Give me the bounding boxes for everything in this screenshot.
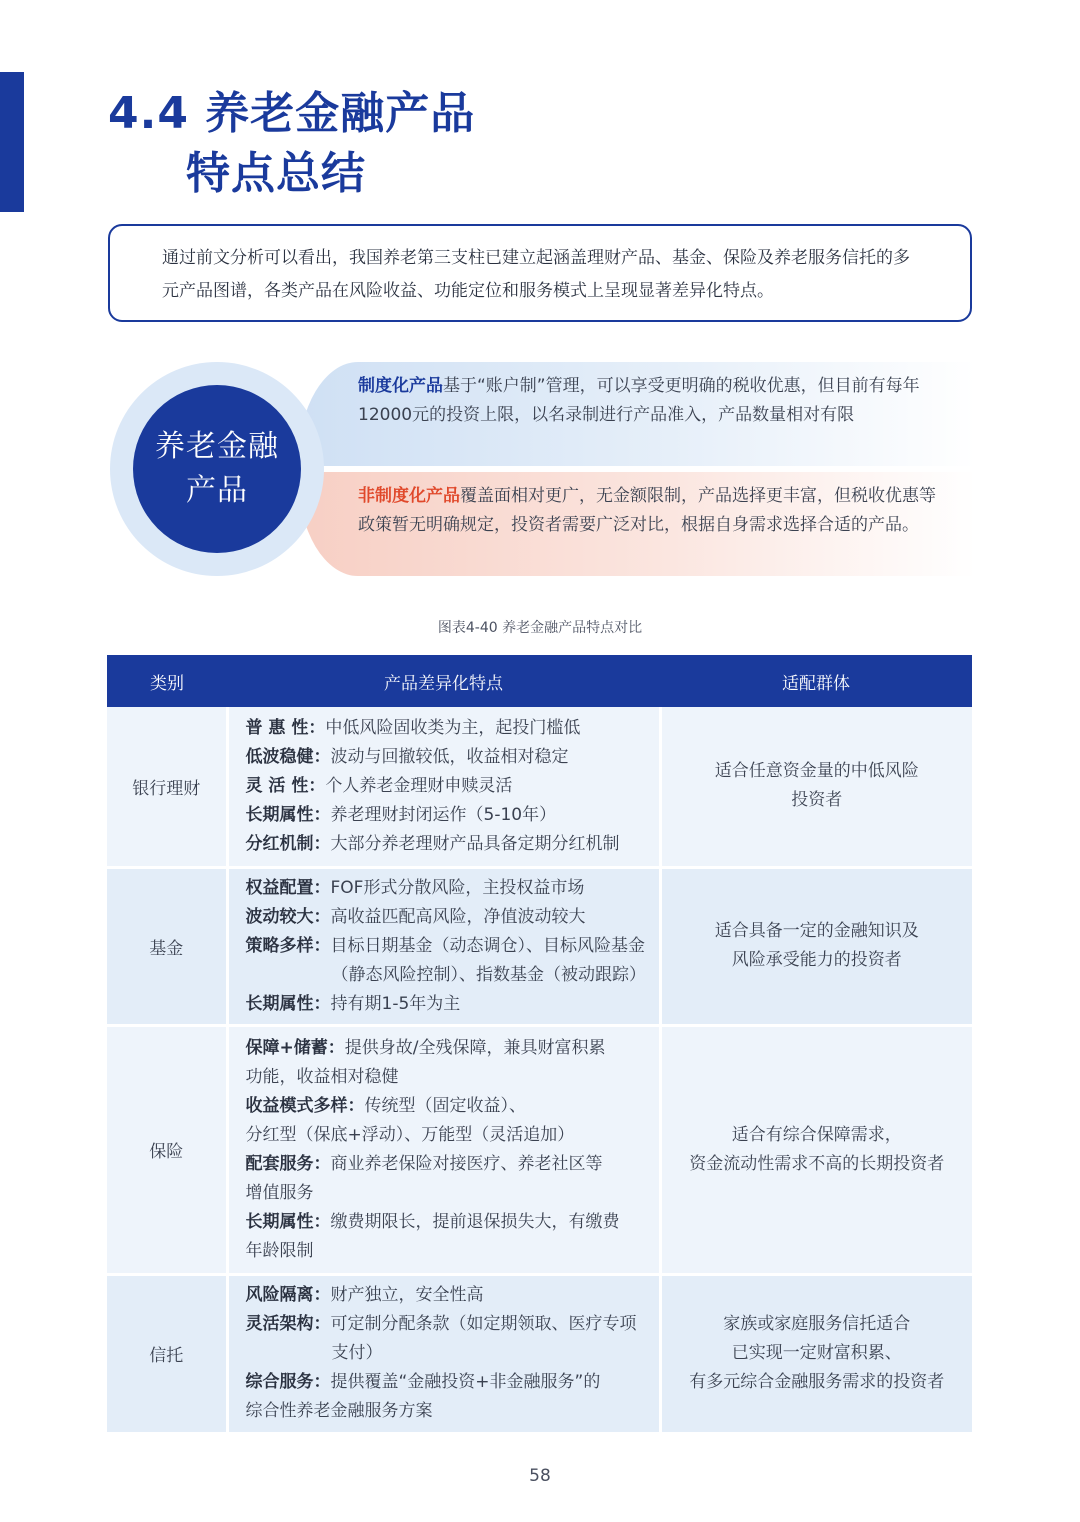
feature-text: 波动与回撤较低，收益相对稳定 [330, 746, 569, 767]
feature-key: 分红机制： [245, 833, 331, 854]
header-fit: 适配群体 [782, 673, 850, 694]
feature-line [246, 1063, 651, 1092]
feature-text: 中低风险固收类为主，起投门槛低 [325, 717, 581, 738]
feature-line [246, 1368, 651, 1397]
table-row [107, 707, 972, 867]
product-circle [110, 362, 324, 576]
circle-label-line-1: 养老金融 [155, 429, 279, 464]
feature-key: 长期属性： [245, 993, 331, 1014]
feature-line [246, 961, 651, 990]
fit-line: 适合具备一定的金融知识及 [714, 921, 919, 941]
features-cell [227, 1025, 660, 1274]
feature-key: 配套服务： [245, 1153, 331, 1174]
feature-line [246, 1150, 651, 1179]
feature-key: 策略多样： [245, 935, 331, 956]
feature-text: 大部分养老理财产品具备定期分红机制 [330, 833, 620, 854]
feature-line [246, 1208, 651, 1237]
title-line-2: 特点总结 [186, 148, 366, 199]
feature-line [246, 932, 651, 961]
table-row [107, 1274, 972, 1432]
page-title [108, 84, 475, 204]
fit-cell [660, 1025, 972, 1274]
feature-text: 目标日期基金（动态调仓）、目标风险基金 [330, 935, 645, 956]
institutional-keyword: 制度化产品 [358, 376, 443, 396]
page-number: 58 [529, 1466, 551, 1486]
feature-text: 提供覆盖“金融投资+非金融服务”的 [330, 1372, 601, 1393]
category-cell: 基金 [107, 867, 227, 1025]
feature-line [246, 1092, 651, 1121]
feature-key: 灵活架构： [245, 1314, 331, 1335]
feature-text: 持有期1-5年为主 [330, 993, 461, 1014]
fit-cell [660, 867, 972, 1025]
feature-text: 缴费期限长，提前退保损失大，有缴费 [330, 1211, 620, 1232]
fit-cell [660, 707, 972, 867]
feature-line [246, 772, 651, 801]
feature-text: 支付） [331, 1343, 383, 1364]
feature-line [246, 990, 651, 1019]
feature-text: 年龄限制 [245, 1240, 314, 1261]
feature-text: FOF形式分散风险，主投权益市场 [330, 877, 585, 898]
institutional-product-band [298, 362, 976, 466]
features-cell [227, 867, 660, 1025]
intro-text: 通过前文分析可以看出，我国养老第三支柱已建立起涵盖理财产品、基金、保险及养老服务信托的多元产品图谱，各类产品在风险收益、功能定位和服务模式上呈现显著差异化特点。 [162, 248, 910, 301]
fit-cell [660, 1274, 972, 1432]
feature-text: 分红型（保底+浮动）、万能型（灵活追加） [245, 1124, 575, 1145]
feature-line [246, 1179, 651, 1208]
table-row [107, 1025, 972, 1274]
feature-key: 灵 活 性： [245, 775, 326, 796]
feature-key: 收益模式多样： [245, 1095, 365, 1116]
non-institutional-product-band [298, 472, 976, 576]
table-header-row [107, 655, 972, 707]
fit-line: 有多元综合金融服务需求的投资者 [689, 1372, 945, 1393]
feature-line [246, 1397, 651, 1426]
features-cell [227, 707, 660, 867]
feature-line [246, 1310, 651, 1339]
feature-key: 保障+储蓄： [245, 1037, 345, 1058]
feature-line [246, 1339, 651, 1368]
feature-line [246, 1034, 651, 1063]
title-line-1: 4.4 养老金融产品 [108, 88, 476, 139]
non-institutional-text: 覆盖面相对更广，无金额限制，产品选择更丰富，但税收优惠等政策暂无明确规定，投资者需要广泛对比，根据自身需求选择合适的产品。 [358, 486, 936, 535]
feature-text: 功能，收益相对稳健 [245, 1066, 399, 1087]
category-cell: 信托 [107, 1274, 227, 1432]
feature-text: 综合性养老金融服务方案 [245, 1401, 433, 1422]
feature-text: （静态风险控制）、指数基金（被动跟踪） [331, 964, 646, 985]
fit-line: 已实现一定财富积累、 [731, 1343, 902, 1364]
fit-line: 家族或家庭服务信托适合 [723, 1314, 911, 1335]
feature-key: 长期属性： [245, 804, 331, 825]
feature-text: 高收益匹配高风险，净值波动较大 [330, 906, 586, 927]
feature-text: 增值服务 [245, 1182, 314, 1203]
header-category: 类别 [150, 673, 184, 694]
feature-line [246, 1281, 651, 1310]
comparison-table [107, 655, 972, 1432]
table-caption: 图表4-40 养老金融产品特点对比 [437, 620, 643, 636]
feature-line [246, 743, 651, 772]
circle-label-line-2: 产品 [186, 473, 248, 508]
category-cell: 保险 [107, 1025, 227, 1274]
fit-line: 资金流动性需求不高的长期投资者 [689, 1153, 945, 1174]
institutional-text: 基于“账户制”管理，可以享受更明确的税收优惠，但目前有每年12000元的投资上限，以名录制进行产品准入，产品数量相对有限 [358, 376, 920, 425]
feature-line [246, 714, 651, 743]
features-cell [227, 1274, 660, 1432]
fit-line: 投资者 [791, 790, 843, 811]
feature-text: 个人养老金理财申赎灵活 [325, 775, 513, 796]
category-cell: 银行理财 [107, 707, 227, 867]
product-circle-core [133, 385, 301, 553]
feature-key: 普 惠 性： [245, 717, 326, 738]
feature-key: 权益配置： [245, 877, 331, 898]
feature-key: 风险隔离： [245, 1285, 331, 1306]
fit-line: 风险承受能力的投资者 [731, 950, 902, 970]
table-row [107, 867, 972, 1025]
feature-key: 长期属性： [245, 1211, 331, 1232]
feature-line [246, 1237, 651, 1266]
non-institutional-keyword: 非制度化产品 [358, 486, 460, 506]
section-marker-bar [0, 72, 24, 212]
feature-line [246, 903, 651, 932]
feature-line [246, 830, 651, 859]
feature-text: 财产独立，安全性高 [330, 1285, 484, 1306]
feature-text: 可定制分配条款（如定期领取、医疗专项 [330, 1314, 637, 1335]
feature-key: 低波稳健： [245, 746, 331, 767]
feature-line [246, 874, 651, 903]
feature-text: 传统型（固定收益）、 [364, 1095, 526, 1116]
feature-line [246, 1121, 651, 1150]
feature-text: 养老理财封闭运作（5-10年） [330, 804, 557, 825]
feature-key: 综合服务： [245, 1372, 331, 1393]
feature-text: 商业养老保险对接医疗、养老社区等 [330, 1153, 603, 1174]
header-features: 产品差异化特点 [384, 673, 503, 694]
feature-key: 波动较大： [245, 906, 331, 927]
fit-line: 适合有综合保障需求， [731, 1124, 902, 1145]
feature-line [246, 801, 651, 830]
intro-box [108, 224, 972, 322]
feature-text: 提供身故/全残保障，兼具财富积累 [344, 1037, 606, 1058]
fit-line: 适合任意资金量的中低风险 [714, 761, 919, 782]
